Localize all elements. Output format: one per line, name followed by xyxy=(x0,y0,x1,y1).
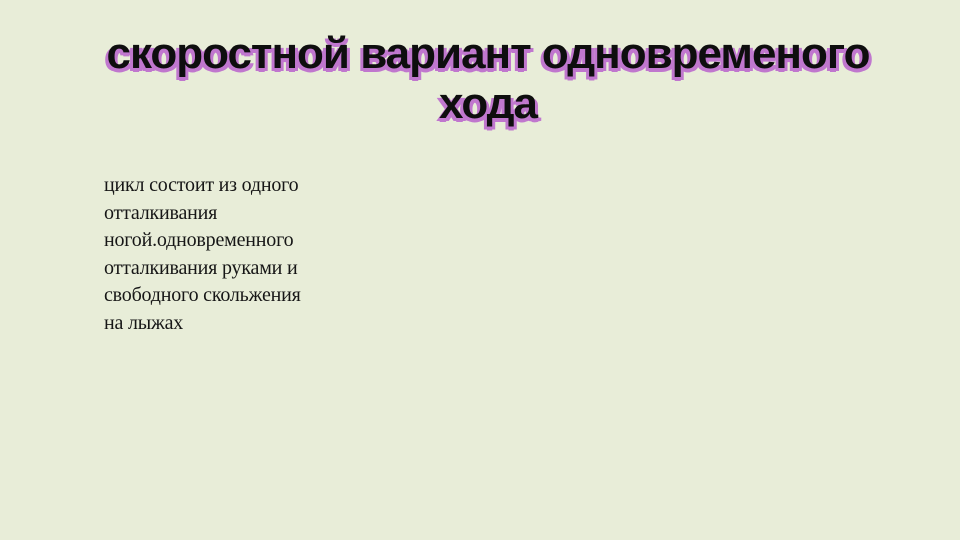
slide-body-text xyxy=(104,172,334,337)
body-text-line: на лыжах xyxy=(104,311,184,334)
body-text-line: ногой.одновременного xyxy=(104,229,294,251)
body-text-line: отталкивания xyxy=(104,201,218,224)
body-text-line: свободного скольжения xyxy=(104,284,301,306)
body-text-line: отталкивания руками и xyxy=(104,256,298,279)
slide-title-line-2: хода xyxy=(438,79,538,128)
body-text-line: цикл состоит из одного xyxy=(104,174,299,196)
slide-title xyxy=(16,29,960,129)
slide-title-line-1: скоростной вариант одновременого xyxy=(106,29,870,78)
